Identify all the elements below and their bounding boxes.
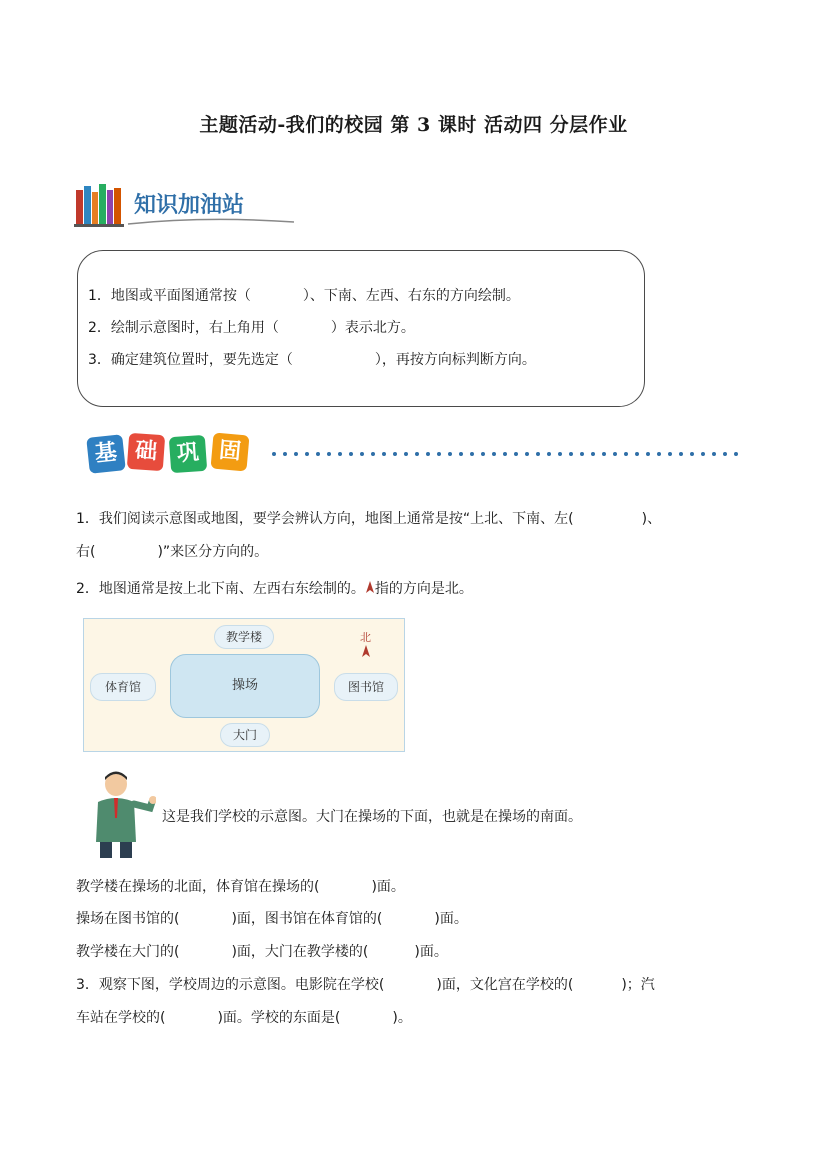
books-icon (74, 182, 126, 228)
knowledge-banner (74, 180, 294, 230)
knowledge-item-3: 3．确定建筑位置时，要先选定（ ），再按方向标判断方向。 (88, 352, 536, 368)
basics-banner (84, 432, 270, 478)
map-north-label: 北 (360, 631, 371, 644)
question-1-line-1: 1．我们阅读示意图或地图，要学会辨认方向，地图上通常是按“上北、下南、左( )、 (76, 511, 662, 527)
page-title: 主题活动-我们的校园 第 3 课时 活动四 分层作业 (199, 114, 628, 136)
map-north-arrow-icon (361, 644, 371, 658)
map-gate: 大门 (220, 723, 270, 747)
dotted-divider (272, 450, 742, 458)
question-3-line-1: 3．观察下图，学校周边的示意图。电影院在学校( )面，文化宫在学校的( )；汽 (76, 977, 655, 993)
teacher-speech: 这是我们学校的示意图。大门在操场的下面，也就是在操场的南面。 (162, 809, 582, 825)
knowledge-heading: 知识加油站 (134, 193, 245, 218)
teacher-icon (86, 768, 156, 860)
fill-line-1: 教学楼在操场的北面，体育馆在操场的( )面。 (76, 879, 405, 895)
map-gym: 体育馆 (90, 673, 156, 701)
question-2: 2．地图通常是按上北下南、左西右东绘制的。 指的方向是北。 (76, 581, 473, 597)
basics-char-3: 巩 (169, 435, 207, 473)
fill-line-2: 操场在图书馆的( )面，图书馆在体育馆的( )面。 (76, 911, 468, 927)
basics-char-2: 础 (127, 433, 165, 471)
knowledge-item-2: 2．绘制示意图时，右上角用（ ）表示北方。 (88, 320, 415, 336)
map-playground: 操场 (170, 654, 320, 718)
map-library: 图书馆 (334, 673, 398, 701)
basics-char-4: 固 (210, 432, 249, 471)
question-3-line-2: 车站在学校的( )面。学校的东面是( )。 (76, 1010, 412, 1026)
knowledge-item-1: 1．地图或平面图通常按（ ）、下南、左西、右东的方向绘制。 (88, 288, 520, 304)
question-1-line-2: 右( )”来区分方向的。 (76, 544, 269, 560)
map-teaching-building: 教学楼 (214, 625, 274, 649)
north-arrow-icon (365, 580, 375, 594)
banner-underline (126, 216, 296, 228)
school-map (83, 618, 405, 752)
basics-char-1: 基 (86, 434, 126, 474)
fill-line-3: 教学楼在大门的( )面，大门在教学楼的( )面。 (76, 944, 448, 960)
